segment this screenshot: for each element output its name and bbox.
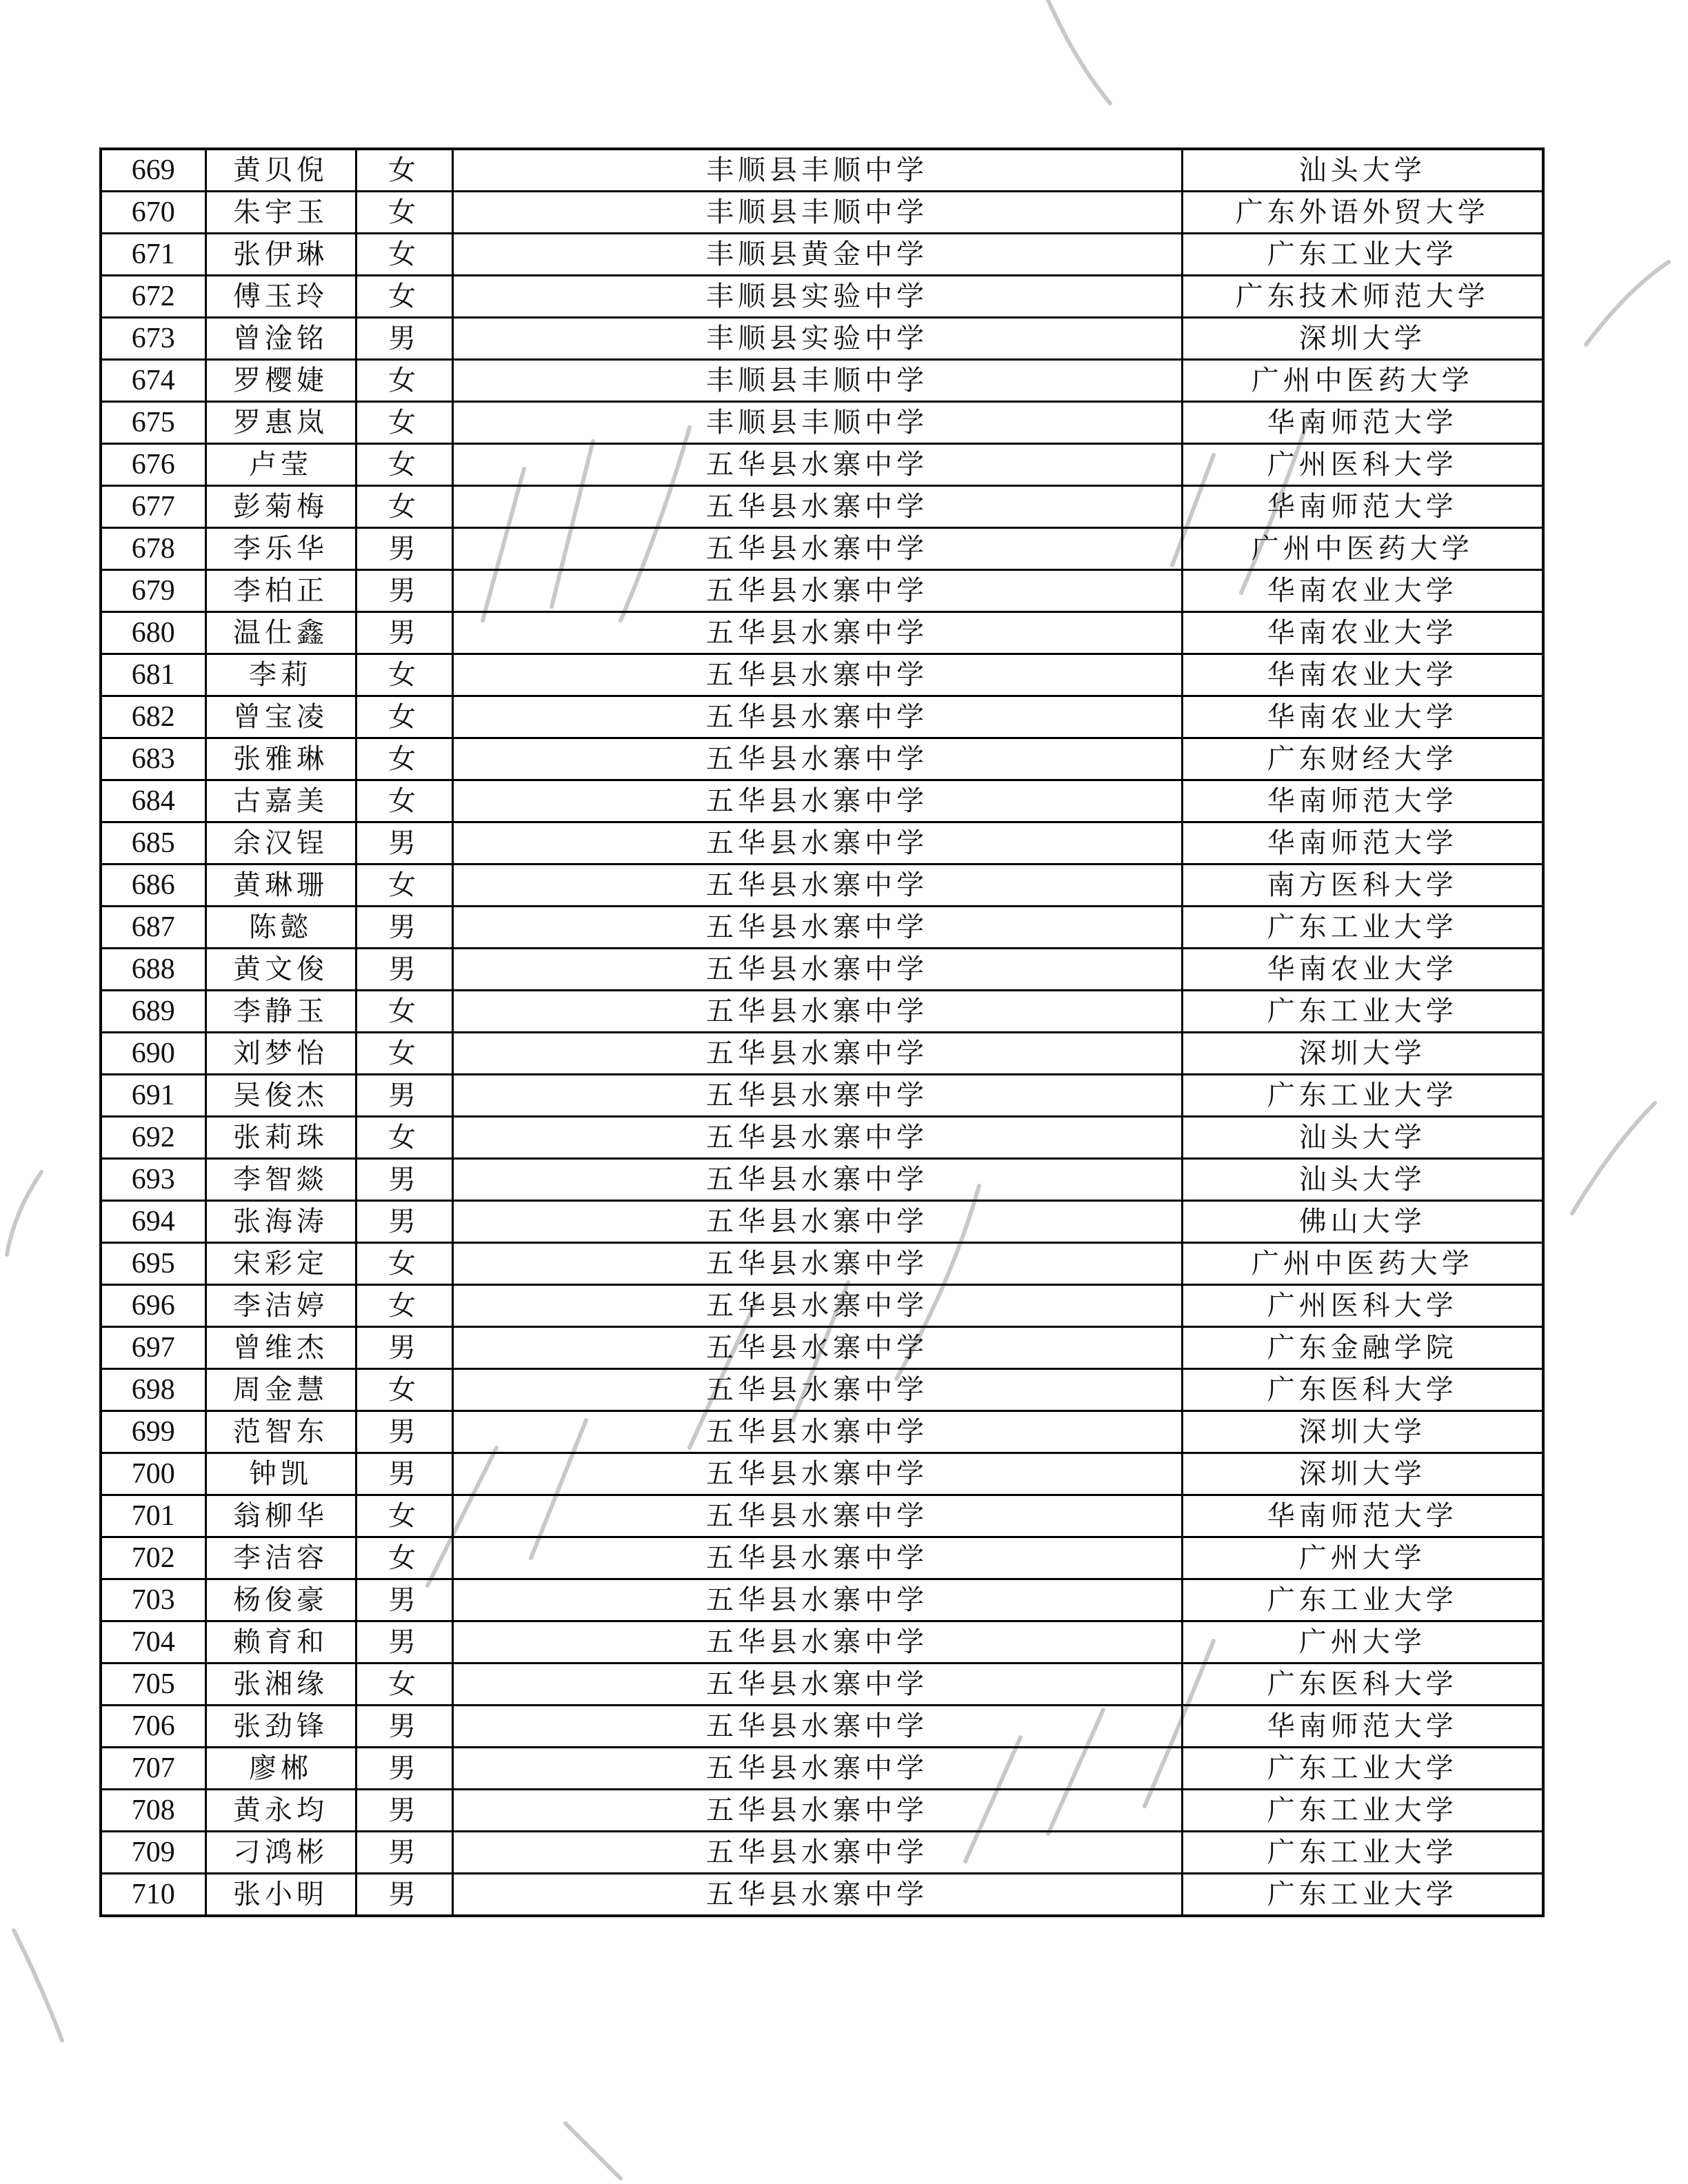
table-row xyxy=(101,738,1543,780)
school-cell: 五华县水寨中学 xyxy=(452,1201,1182,1243)
name-cell: 钟凯 xyxy=(205,1453,356,1495)
university-cell: 华南师范大学 xyxy=(1182,780,1543,822)
name-cell: 廖郴 xyxy=(205,1748,356,1790)
university-cell: 广东工业大学 xyxy=(1182,234,1543,276)
number-cell: 706 xyxy=(101,1706,205,1748)
gender-cell: 女 xyxy=(356,865,452,907)
university-cell: 广东工业大学 xyxy=(1182,1579,1543,1621)
university-cell: 广东技术师范大学 xyxy=(1182,276,1543,318)
gender-cell: 女 xyxy=(356,192,452,234)
table-row xyxy=(101,1495,1543,1537)
university-cell: 华南师范大学 xyxy=(1182,402,1543,444)
number-cell: 686 xyxy=(101,865,205,907)
number-cell: 710 xyxy=(101,1874,205,1917)
university-cell: 华南师范大学 xyxy=(1182,822,1543,865)
gender-cell: 男 xyxy=(356,1159,452,1201)
name-cell: 黄永均 xyxy=(205,1790,356,1832)
table-row xyxy=(101,486,1543,528)
university-cell: 广东医科大学 xyxy=(1182,1664,1543,1706)
school-cell: 五华县水寨中学 xyxy=(452,822,1182,865)
gender-cell: 男 xyxy=(356,1453,452,1495)
table-row xyxy=(101,1117,1543,1159)
name-cell: 李智燚 xyxy=(205,1159,356,1201)
university-cell: 华南农业大学 xyxy=(1182,654,1543,696)
table-body xyxy=(101,149,1543,1916)
number-cell: 675 xyxy=(101,402,205,444)
gender-cell: 女 xyxy=(356,1033,452,1075)
university-cell: 华南师范大学 xyxy=(1182,1706,1543,1748)
number-cell: 677 xyxy=(101,486,205,528)
university-cell: 广东工业大学 xyxy=(1182,1748,1543,1790)
school-cell: 五华县水寨中学 xyxy=(452,1664,1182,1706)
name-cell: 曾淦铭 xyxy=(205,318,356,360)
name-cell: 陈懿 xyxy=(205,907,356,949)
name-cell: 古嘉美 xyxy=(205,780,356,822)
name-cell: 傅玉玲 xyxy=(205,276,356,318)
school-cell: 五华县水寨中学 xyxy=(452,780,1182,822)
gender-cell: 男 xyxy=(356,528,452,570)
gender-cell: 女 xyxy=(356,1369,452,1411)
gender-cell: 女 xyxy=(356,444,452,486)
gender-cell: 女 xyxy=(356,1117,452,1159)
gender-cell: 男 xyxy=(356,612,452,654)
school-cell: 五华县水寨中学 xyxy=(452,444,1182,486)
table-row xyxy=(101,1453,1543,1495)
university-cell: 广州医科大学 xyxy=(1182,1285,1543,1327)
name-cell: 吴俊杰 xyxy=(205,1075,356,1117)
school-cell: 五华县水寨中学 xyxy=(452,654,1182,696)
gender-cell: 女 xyxy=(356,276,452,318)
gender-cell: 男 xyxy=(356,1579,452,1621)
name-cell: 李柏正 xyxy=(205,570,356,612)
university-cell: 华南农业大学 xyxy=(1182,612,1543,654)
university-cell: 广东工业大学 xyxy=(1182,907,1543,949)
university-cell: 广州医科大学 xyxy=(1182,444,1543,486)
number-cell: 698 xyxy=(101,1369,205,1411)
gender-cell: 男 xyxy=(356,1201,452,1243)
university-cell: 广东工业大学 xyxy=(1182,1874,1543,1917)
number-cell: 688 xyxy=(101,949,205,991)
school-cell: 五华县水寨中学 xyxy=(452,949,1182,991)
name-cell: 张湘缘 xyxy=(205,1664,356,1706)
table-row xyxy=(101,234,1543,276)
table-row xyxy=(101,780,1543,822)
number-cell: 680 xyxy=(101,612,205,654)
number-cell: 670 xyxy=(101,192,205,234)
name-cell: 张海涛 xyxy=(205,1201,356,1243)
school-cell: 丰顺县实验中学 xyxy=(452,276,1182,318)
gender-cell: 女 xyxy=(356,696,452,738)
number-cell: 703 xyxy=(101,1579,205,1621)
name-cell: 余汉锃 xyxy=(205,822,356,865)
university-cell: 广东医科大学 xyxy=(1182,1369,1543,1411)
name-cell: 翁柳华 xyxy=(205,1495,356,1537)
school-cell: 五华县水寨中学 xyxy=(452,1033,1182,1075)
table-row xyxy=(101,1748,1543,1790)
school-cell: 五华县水寨中学 xyxy=(452,738,1182,780)
table-row xyxy=(101,1201,1543,1243)
name-cell: 朱宇玉 xyxy=(205,192,356,234)
table-row xyxy=(101,1832,1543,1874)
table-row xyxy=(101,654,1543,696)
name-cell: 黄琳珊 xyxy=(205,865,356,907)
table-row xyxy=(101,612,1543,654)
table-row xyxy=(101,1706,1543,1748)
school-cell: 五华县水寨中学 xyxy=(452,1537,1182,1579)
name-cell: 张劲锋 xyxy=(205,1706,356,1748)
number-cell: 679 xyxy=(101,570,205,612)
number-cell: 683 xyxy=(101,738,205,780)
university-cell: 华南师范大学 xyxy=(1182,486,1543,528)
number-cell: 701 xyxy=(101,1495,205,1537)
school-cell: 五华县水寨中学 xyxy=(452,1832,1182,1874)
number-cell: 690 xyxy=(101,1033,205,1075)
university-cell: 广东财经大学 xyxy=(1182,738,1543,780)
school-cell: 五华县水寨中学 xyxy=(452,1579,1182,1621)
school-cell: 五华县水寨中学 xyxy=(452,1874,1182,1917)
name-cell: 李静玉 xyxy=(205,991,356,1033)
university-cell: 汕头大学 xyxy=(1182,149,1543,192)
university-cell: 佛山大学 xyxy=(1182,1201,1543,1243)
table-row xyxy=(101,991,1543,1033)
school-cell: 五华县水寨中学 xyxy=(452,1369,1182,1411)
university-cell: 广州中医药大学 xyxy=(1182,360,1543,402)
gender-cell: 男 xyxy=(356,1327,452,1369)
table-row xyxy=(101,1033,1543,1075)
table-row xyxy=(101,1874,1543,1917)
gender-cell: 男 xyxy=(356,570,452,612)
school-cell: 五华县水寨中学 xyxy=(452,865,1182,907)
gender-cell: 女 xyxy=(356,234,452,276)
table-row xyxy=(101,318,1543,360)
table-row xyxy=(101,528,1543,570)
gender-cell: 男 xyxy=(356,907,452,949)
number-cell: 678 xyxy=(101,528,205,570)
university-cell: 广东工业大学 xyxy=(1182,991,1543,1033)
name-cell: 赖育和 xyxy=(205,1621,356,1664)
table-row xyxy=(101,1664,1543,1706)
school-cell: 丰顺县丰顺中学 xyxy=(452,149,1182,192)
university-cell: 深圳大学 xyxy=(1182,1033,1543,1075)
university-cell: 广州中医药大学 xyxy=(1182,528,1543,570)
number-cell: 694 xyxy=(101,1201,205,1243)
number-cell: 708 xyxy=(101,1790,205,1832)
name-cell: 刘梦怡 xyxy=(205,1033,356,1075)
school-cell: 五华县水寨中学 xyxy=(452,696,1182,738)
name-cell: 张雅琳 xyxy=(205,738,356,780)
university-cell: 广东外语外贸大学 xyxy=(1182,192,1543,234)
school-cell: 五华县水寨中学 xyxy=(452,907,1182,949)
table-row xyxy=(101,1243,1543,1285)
name-cell: 曾宝凌 xyxy=(205,696,356,738)
school-cell: 五华县水寨中学 xyxy=(452,1117,1182,1159)
gender-cell: 男 xyxy=(356,1706,452,1748)
name-cell: 李洁容 xyxy=(205,1537,356,1579)
gender-cell: 女 xyxy=(356,738,452,780)
gender-cell: 女 xyxy=(356,1285,452,1327)
number-cell: 681 xyxy=(101,654,205,696)
name-cell: 曾维杰 xyxy=(205,1327,356,1369)
admission-table xyxy=(99,148,1545,1917)
university-cell: 广州中医药大学 xyxy=(1182,1243,1543,1285)
gender-cell: 男 xyxy=(356,1621,452,1664)
name-cell: 周金慧 xyxy=(205,1369,356,1411)
table-row xyxy=(101,822,1543,865)
school-cell: 五华县水寨中学 xyxy=(452,991,1182,1033)
gender-cell: 女 xyxy=(356,486,452,528)
gender-cell: 男 xyxy=(356,1874,452,1917)
university-cell: 广东金融学院 xyxy=(1182,1327,1543,1369)
number-cell: 682 xyxy=(101,696,205,738)
school-cell: 五华县水寨中学 xyxy=(452,1411,1182,1453)
number-cell: 685 xyxy=(101,822,205,865)
gender-cell: 男 xyxy=(356,1790,452,1832)
university-cell: 广东工业大学 xyxy=(1182,1790,1543,1832)
number-cell: 692 xyxy=(101,1117,205,1159)
number-cell: 693 xyxy=(101,1159,205,1201)
gender-cell: 女 xyxy=(356,991,452,1033)
gender-cell: 女 xyxy=(356,780,452,822)
gender-cell: 女 xyxy=(356,1664,452,1706)
number-cell: 704 xyxy=(101,1621,205,1664)
university-cell: 深圳大学 xyxy=(1182,1411,1543,1453)
number-cell: 697 xyxy=(101,1327,205,1369)
university-cell: 广东工业大学 xyxy=(1182,1832,1543,1874)
number-cell: 705 xyxy=(101,1664,205,1706)
university-cell: 汕头大学 xyxy=(1182,1159,1543,1201)
name-cell: 彭菊梅 xyxy=(205,486,356,528)
table-row xyxy=(101,444,1543,486)
table-row xyxy=(101,360,1543,402)
university-cell: 广州大学 xyxy=(1182,1621,1543,1664)
table-row xyxy=(101,1790,1543,1832)
university-cell: 华南农业大学 xyxy=(1182,570,1543,612)
school-cell: 五华县水寨中学 xyxy=(452,1453,1182,1495)
university-cell: 广州大学 xyxy=(1182,1537,1543,1579)
name-cell: 范智东 xyxy=(205,1411,356,1453)
gender-cell: 男 xyxy=(356,949,452,991)
school-cell: 五华县水寨中学 xyxy=(452,1790,1182,1832)
gender-cell: 女 xyxy=(356,149,452,192)
school-cell: 五华县水寨中学 xyxy=(452,1075,1182,1117)
school-cell: 五华县水寨中学 xyxy=(452,1327,1182,1369)
number-cell: 695 xyxy=(101,1243,205,1285)
school-cell: 五华县水寨中学 xyxy=(452,1706,1182,1748)
school-cell: 五华县水寨中学 xyxy=(452,1621,1182,1664)
university-cell: 华南师范大学 xyxy=(1182,1495,1543,1537)
gender-cell: 女 xyxy=(356,1243,452,1285)
number-cell: 672 xyxy=(101,276,205,318)
table-row xyxy=(101,1621,1543,1664)
number-cell: 684 xyxy=(101,780,205,822)
gender-cell: 男 xyxy=(356,1748,452,1790)
name-cell: 黄贝倪 xyxy=(205,149,356,192)
school-cell: 五华县水寨中学 xyxy=(452,1159,1182,1201)
name-cell: 黄文俊 xyxy=(205,949,356,991)
university-cell: 汕头大学 xyxy=(1182,1117,1543,1159)
table-row xyxy=(101,1579,1543,1621)
gender-cell: 女 xyxy=(356,402,452,444)
number-cell: 691 xyxy=(101,1075,205,1117)
table-row xyxy=(101,149,1543,192)
table-row xyxy=(101,570,1543,612)
name-cell: 杨俊豪 xyxy=(205,1579,356,1621)
table-row xyxy=(101,1369,1543,1411)
name-cell: 刁鸿彬 xyxy=(205,1832,356,1874)
number-cell: 700 xyxy=(101,1453,205,1495)
gender-cell: 女 xyxy=(356,654,452,696)
school-cell: 五华县水寨中学 xyxy=(452,486,1182,528)
table-row xyxy=(101,1537,1543,1579)
table-row xyxy=(101,907,1543,949)
school-cell: 丰顺县丰顺中学 xyxy=(452,360,1182,402)
number-cell: 676 xyxy=(101,444,205,486)
name-cell: 温仕鑫 xyxy=(205,612,356,654)
number-cell: 673 xyxy=(101,318,205,360)
name-cell: 罗樱婕 xyxy=(205,360,356,402)
school-cell: 五华县水寨中学 xyxy=(452,1285,1182,1327)
number-cell: 671 xyxy=(101,234,205,276)
gender-cell: 女 xyxy=(356,1495,452,1537)
table-row xyxy=(101,1159,1543,1201)
name-cell: 张小明 xyxy=(205,1874,356,1917)
number-cell: 702 xyxy=(101,1537,205,1579)
table-row xyxy=(101,402,1543,444)
gender-cell: 男 xyxy=(356,1411,452,1453)
table-row xyxy=(101,1327,1543,1369)
number-cell: 669 xyxy=(101,149,205,192)
table-row xyxy=(101,1411,1543,1453)
number-cell: 689 xyxy=(101,991,205,1033)
school-cell: 丰顺县丰顺中学 xyxy=(452,402,1182,444)
table-row xyxy=(101,1075,1543,1117)
school-cell: 五华县水寨中学 xyxy=(452,528,1182,570)
name-cell: 罗惠岚 xyxy=(205,402,356,444)
school-cell: 五华县水寨中学 xyxy=(452,570,1182,612)
university-cell: 深圳大学 xyxy=(1182,1453,1543,1495)
number-cell: 696 xyxy=(101,1285,205,1327)
name-cell: 宋彩定 xyxy=(205,1243,356,1285)
table-row xyxy=(101,865,1543,907)
gender-cell: 女 xyxy=(356,360,452,402)
gender-cell: 男 xyxy=(356,1832,452,1874)
number-cell: 709 xyxy=(101,1832,205,1874)
university-cell: 华南农业大学 xyxy=(1182,696,1543,738)
school-cell: 五华县水寨中学 xyxy=(452,1495,1182,1537)
gender-cell: 男 xyxy=(356,822,452,865)
school-cell: 五华县水寨中学 xyxy=(452,612,1182,654)
school-cell: 丰顺县实验中学 xyxy=(452,318,1182,360)
table-row xyxy=(101,696,1543,738)
name-cell: 张伊琳 xyxy=(205,234,356,276)
table-row xyxy=(101,1285,1543,1327)
school-cell: 丰顺县黄金中学 xyxy=(452,234,1182,276)
table-row xyxy=(101,192,1543,234)
number-cell: 687 xyxy=(101,907,205,949)
name-cell: 李莉 xyxy=(205,654,356,696)
school-cell: 五华县水寨中学 xyxy=(452,1243,1182,1285)
university-cell: 广东工业大学 xyxy=(1182,1075,1543,1117)
table-row xyxy=(101,949,1543,991)
university-cell: 深圳大学 xyxy=(1182,318,1543,360)
name-cell: 李洁婷 xyxy=(205,1285,356,1327)
number-cell: 699 xyxy=(101,1411,205,1453)
number-cell: 707 xyxy=(101,1748,205,1790)
table-row xyxy=(101,276,1543,318)
name-cell: 张莉珠 xyxy=(205,1117,356,1159)
school-cell: 丰顺县丰顺中学 xyxy=(452,192,1182,234)
name-cell: 卢莹 xyxy=(205,444,356,486)
school-cell: 五华县水寨中学 xyxy=(452,1748,1182,1790)
gender-cell: 男 xyxy=(356,318,452,360)
university-cell: 南方医科大学 xyxy=(1182,865,1543,907)
gender-cell: 男 xyxy=(356,1075,452,1117)
gender-cell: 女 xyxy=(356,1537,452,1579)
number-cell: 674 xyxy=(101,360,205,402)
university-cell: 华南农业大学 xyxy=(1182,949,1543,991)
name-cell: 李乐华 xyxy=(205,528,356,570)
